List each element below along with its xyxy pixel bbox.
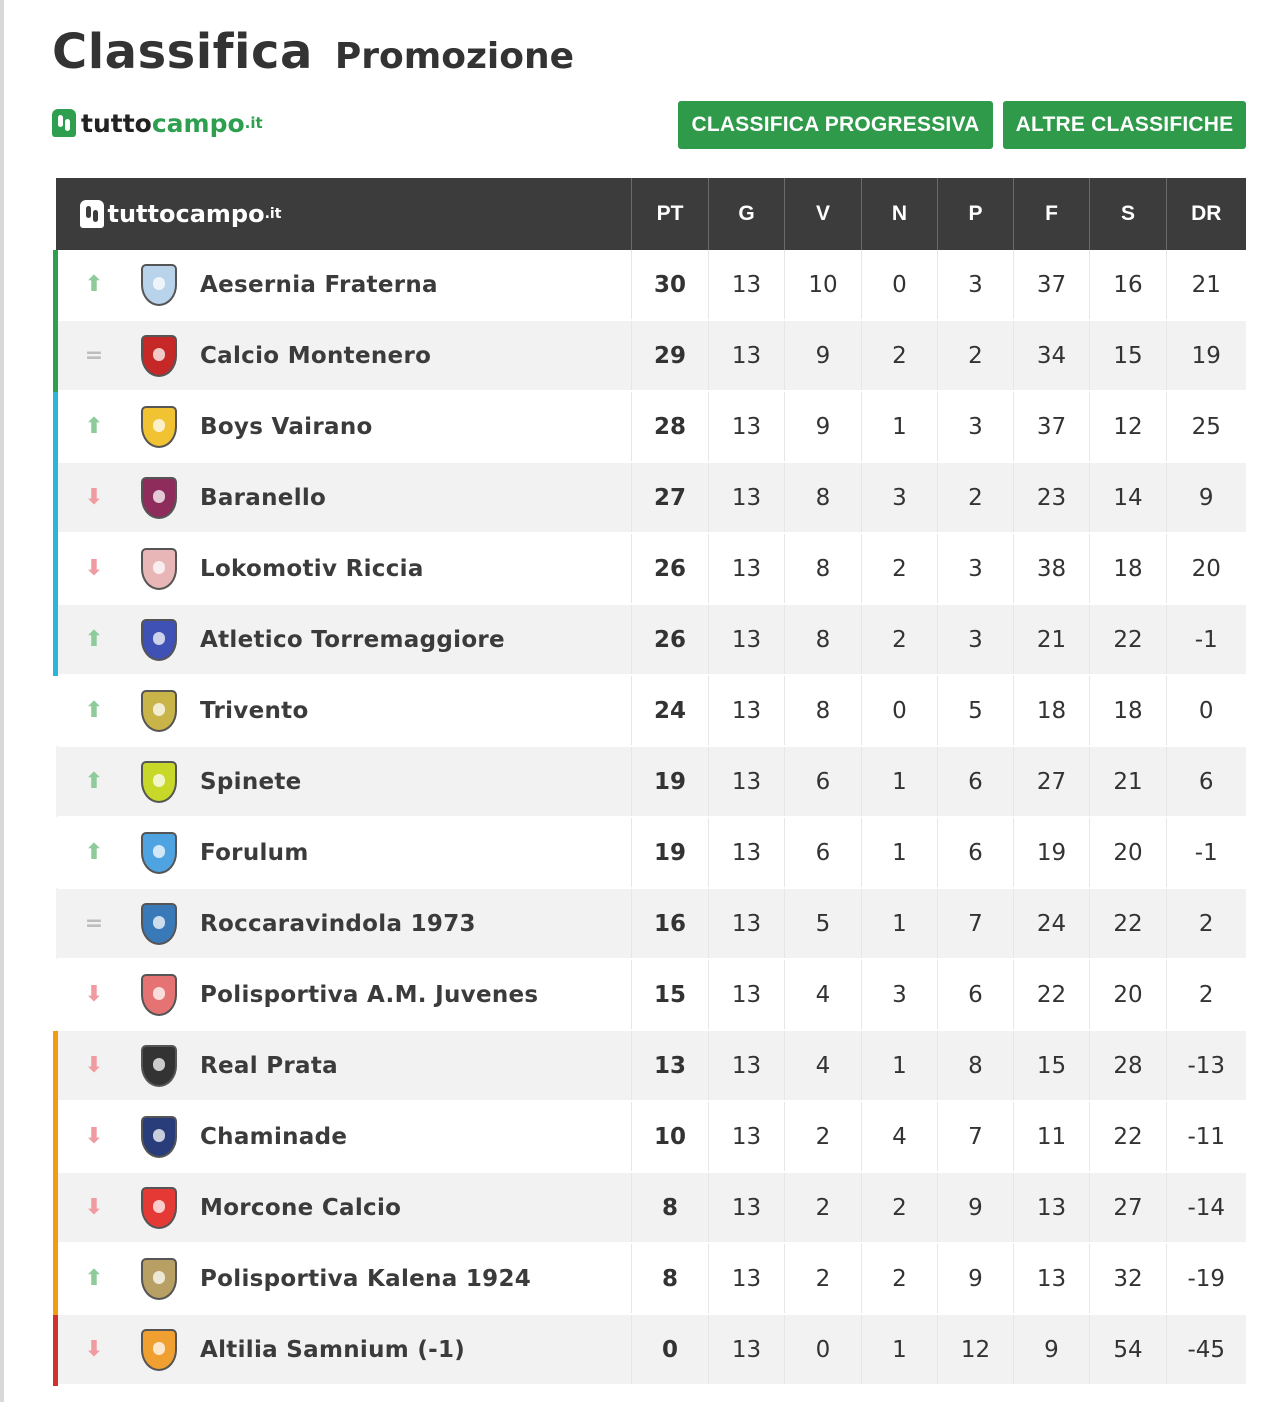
stat-pt: 10: [632, 1101, 709, 1172]
arrow-down-icon: ⬇: [84, 485, 104, 510]
stat-s: 14: [1090, 462, 1167, 533]
stat-dr: -1: [1167, 604, 1246, 675]
team-cell[interactable]: [56, 604, 632, 675]
team-cell[interactable]: [56, 462, 632, 533]
table-row[interactable]: [56, 1243, 1246, 1314]
stat-v: 8: [785, 533, 862, 604]
stat-pt: 26: [632, 533, 709, 604]
team-cell[interactable]: [56, 888, 632, 959]
team-crest-icon: [141, 903, 177, 945]
table-row[interactable]: [56, 604, 1246, 675]
header-brand-text: tuttocampo: [107, 200, 265, 228]
stat-f: 37: [1014, 250, 1090, 320]
table-row[interactable]: [56, 391, 1246, 462]
team-cell[interactable]: [56, 675, 632, 746]
stat-n: 1: [862, 1314, 938, 1385]
stat-f: 15: [1014, 1030, 1090, 1101]
stat-s: 18: [1090, 675, 1167, 746]
column-header-dr: DR: [1167, 178, 1246, 250]
stat-n: 1: [862, 1030, 938, 1101]
stat-v: 8: [785, 604, 862, 675]
stat-f: 18: [1014, 675, 1090, 746]
stat-f: 11: [1014, 1101, 1090, 1172]
table-row[interactable]: [56, 817, 1246, 888]
stat-dr: 2: [1167, 959, 1246, 1030]
stat-v: 2: [785, 1243, 862, 1314]
stat-g: 13: [709, 462, 785, 533]
logo-text-campo: campo: [151, 108, 245, 138]
stat-g: 13: [709, 391, 785, 462]
stat-g: 13: [709, 817, 785, 888]
team-cell[interactable]: [56, 746, 632, 817]
stat-pt: 24: [632, 675, 709, 746]
stat-dr: -14: [1167, 1172, 1246, 1243]
stat-s: 15: [1090, 320, 1167, 391]
team-crest-icon: [141, 406, 177, 448]
team-cell[interactable]: [56, 1314, 632, 1385]
stat-pt: 19: [632, 746, 709, 817]
team-name-link[interactable]: Trivento: [200, 697, 309, 724]
team-crest-icon: [141, 477, 177, 519]
standings-body: [56, 250, 1246, 1385]
table-row[interactable]: [56, 675, 1246, 746]
team-name-link[interactable]: Spinete: [200, 768, 302, 795]
team-crest-icon: [141, 1045, 177, 1087]
stat-f: 19: [1014, 817, 1090, 888]
stat-v: 0: [785, 1314, 862, 1385]
team-name-link[interactable]: Altilia Samnium (-1): [200, 1336, 466, 1363]
arrow-down-icon: ⬇: [84, 1195, 104, 1220]
classifica-progressiva-button[interactable]: CLASSIFICA PROGRESSIVA: [678, 101, 993, 149]
stat-f: 21: [1014, 604, 1090, 675]
stat-g: 13: [709, 320, 785, 391]
stat-v: 8: [785, 462, 862, 533]
stat-s: 54: [1090, 1314, 1167, 1385]
stat-n: 1: [862, 391, 938, 462]
stat-g: 13: [709, 1101, 785, 1172]
altre-classifiche-button[interactable]: ALTRE CLASSIFICHE: [1003, 101, 1246, 149]
stat-pt: 26: [632, 604, 709, 675]
table-row[interactable]: [56, 250, 1246, 320]
team-cell[interactable]: [56, 1243, 632, 1314]
stat-dr: 19: [1167, 320, 1246, 391]
stat-pt: 30: [632, 250, 709, 320]
arrow-up-icon: ⬆: [84, 1266, 104, 1291]
stat-v: 6: [785, 746, 862, 817]
team-crest-icon: [141, 1187, 177, 1229]
stat-f: 13: [1014, 1243, 1090, 1314]
team-name-link[interactable]: Baranello: [200, 484, 327, 511]
stat-dr: 0: [1167, 675, 1246, 746]
team-cell[interactable]: [56, 250, 632, 320]
stat-v: 2: [785, 1101, 862, 1172]
stat-dr: -11: [1167, 1101, 1246, 1172]
team-name-link[interactable]: Atletico Torremaggiore: [200, 626, 505, 653]
stat-n: 2: [862, 1243, 938, 1314]
stat-g: 13: [709, 675, 785, 746]
stat-g: 13: [709, 533, 785, 604]
page-left-border: [0, 0, 4, 1402]
stat-g: 13: [709, 250, 785, 320]
team-name-link[interactable]: Roccaravindola 1973: [200, 910, 476, 937]
team-name-link[interactable]: Boys Vairano: [200, 413, 373, 440]
table-row[interactable]: [56, 1172, 1246, 1243]
stat-p: 3: [938, 604, 1014, 675]
stat-s: 22: [1090, 888, 1167, 959]
stat-p: 6: [938, 959, 1014, 1030]
stat-v: 4: [785, 959, 862, 1030]
header-brand-cell: [56, 178, 632, 250]
arrow-down-icon: ⬇: [84, 1337, 104, 1362]
stat-g: 13: [709, 746, 785, 817]
team-crest-icon: [141, 1329, 177, 1371]
stat-g: 13: [709, 1243, 785, 1314]
stat-s: 21: [1090, 746, 1167, 817]
team-crest-icon: [141, 761, 177, 803]
team-name-link[interactable]: Aesernia Fraterna: [200, 271, 438, 298]
stat-dr: 20: [1167, 533, 1246, 604]
team-crest-icon: [141, 335, 177, 377]
stat-v: 9: [785, 320, 862, 391]
tuttocampo-logo-icon: [80, 200, 104, 228]
stat-p: 9: [938, 1243, 1014, 1314]
team-cell[interactable]: [56, 1030, 632, 1101]
stat-n: 1: [862, 746, 938, 817]
stat-p: 7: [938, 1101, 1014, 1172]
team-crest-icon: [141, 264, 177, 306]
stat-p: 5: [938, 675, 1014, 746]
page-header: [52, 24, 574, 80]
stat-s: 20: [1090, 817, 1167, 888]
stat-p: 9: [938, 1172, 1014, 1243]
column-header-n: N: [862, 178, 938, 250]
stat-pt: 8: [632, 1243, 709, 1314]
stat-dr: -19: [1167, 1243, 1246, 1314]
stat-f: 24: [1014, 888, 1090, 959]
stat-s: 20: [1090, 959, 1167, 1030]
stat-dr: 21: [1167, 250, 1246, 320]
arrow-down-icon: ⬇: [84, 982, 104, 1007]
stat-dr: 6: [1167, 746, 1246, 817]
stat-dr: 9: [1167, 462, 1246, 533]
table-row[interactable]: [56, 959, 1246, 1030]
tuttocampo-logo[interactable]: [52, 106, 263, 140]
stat-dr: -13: [1167, 1030, 1246, 1101]
team-crest-icon: [141, 974, 177, 1016]
arrow-up-icon: ⬆: [84, 840, 104, 865]
page-title: Classifica: [52, 24, 313, 80]
arrow-up-icon: ⬆: [84, 627, 104, 652]
stat-v: 9: [785, 391, 862, 462]
stat-n: 1: [862, 888, 938, 959]
stat-n: 4: [862, 1101, 938, 1172]
stat-pt: 8: [632, 1172, 709, 1243]
column-header-p: P: [938, 178, 1014, 250]
arrow-down-icon: ⬇: [84, 1053, 104, 1078]
column-header-g: G: [709, 178, 785, 250]
stat-p: 2: [938, 320, 1014, 391]
stat-f: 34: [1014, 320, 1090, 391]
stat-pt: 0: [632, 1314, 709, 1385]
stat-pt: 29: [632, 320, 709, 391]
team-crest-icon: [141, 690, 177, 732]
stat-n: 2: [862, 320, 938, 391]
stat-p: 6: [938, 817, 1014, 888]
table-row[interactable]: [56, 1030, 1246, 1101]
table-header-row: [56, 178, 1246, 250]
team-crest-icon: [141, 1116, 177, 1158]
team-crest-icon: [141, 832, 177, 874]
stat-pt: 19: [632, 817, 709, 888]
stat-n: 2: [862, 604, 938, 675]
stat-f: 23: [1014, 462, 1090, 533]
stat-g: 13: [709, 1030, 785, 1101]
stat-pt: 27: [632, 462, 709, 533]
stat-g: 13: [709, 1172, 785, 1243]
stat-n: 0: [862, 250, 938, 320]
arrow-down-icon: ⬇: [84, 556, 104, 581]
stat-dr: 25: [1167, 391, 1246, 462]
header-brand-suffix: .it: [264, 206, 282, 222]
stat-p: 7: [938, 888, 1014, 959]
standings-table: [53, 178, 1246, 1386]
arrow-up-icon: ⬆: [84, 414, 104, 439]
team-cell[interactable]: [56, 959, 632, 1030]
stat-g: 13: [709, 959, 785, 1030]
team-name-link[interactable]: Polisportiva Kalena 1924: [200, 1265, 532, 1292]
table-row[interactable]: [56, 1314, 1246, 1385]
team-cell[interactable]: [56, 533, 632, 604]
team-name-link[interactable]: Morcone Calcio: [200, 1194, 402, 1221]
stat-dr: 2: [1167, 888, 1246, 959]
stat-pt: 15: [632, 959, 709, 1030]
table-row[interactable]: [56, 533, 1246, 604]
stat-s: 28: [1090, 1030, 1167, 1101]
stat-s: 27: [1090, 1172, 1167, 1243]
logo-text-tutto: tutto: [81, 108, 152, 138]
table-row[interactable]: [56, 320, 1246, 391]
stat-s: 22: [1090, 604, 1167, 675]
stat-dr: -1: [1167, 817, 1246, 888]
stat-v: 8: [785, 675, 862, 746]
column-header-v: V: [785, 178, 862, 250]
stat-pt: 13: [632, 1030, 709, 1101]
stat-f: 22: [1014, 959, 1090, 1030]
stat-n: 0: [862, 675, 938, 746]
team-name-link[interactable]: Calcio Montenero: [200, 342, 432, 369]
arrow-down-icon: ⬇: [84, 1124, 104, 1149]
stat-p: 8: [938, 1030, 1014, 1101]
stat-f: 27: [1014, 746, 1090, 817]
stat-n: 2: [862, 533, 938, 604]
stat-dr: -45: [1167, 1314, 1246, 1385]
stat-p: 3: [938, 533, 1014, 604]
stat-p: 2: [938, 462, 1014, 533]
team-cell[interactable]: [56, 1172, 632, 1243]
stat-n: 1: [862, 817, 938, 888]
stat-n: 3: [862, 959, 938, 1030]
arrow-up-icon: ⬆: [84, 272, 104, 297]
stat-g: 13: [709, 604, 785, 675]
table-row[interactable]: [56, 462, 1246, 533]
team-cell[interactable]: [56, 391, 632, 462]
stat-v: 6: [785, 817, 862, 888]
stat-f: 9: [1014, 1314, 1090, 1385]
stat-p: 12: [938, 1314, 1014, 1385]
stat-p: 6: [938, 746, 1014, 817]
stat-s: 18: [1090, 533, 1167, 604]
stat-v: 4: [785, 1030, 862, 1101]
stat-p: 3: [938, 391, 1014, 462]
stat-f: 38: [1014, 533, 1090, 604]
arrow-up-icon: ⬆: [84, 698, 104, 723]
stat-v: 10: [785, 250, 862, 320]
stat-n: 2: [862, 1172, 938, 1243]
team-crest-icon: [141, 1258, 177, 1300]
stat-f: 13: [1014, 1172, 1090, 1243]
team-cell[interactable]: [56, 320, 632, 391]
stat-g: 13: [709, 888, 785, 959]
stat-p: 3: [938, 250, 1014, 320]
table-row[interactable]: [56, 746, 1246, 817]
stat-s: 22: [1090, 1101, 1167, 1172]
stat-pt: 28: [632, 391, 709, 462]
team-name-link[interactable]: Forulum: [200, 839, 309, 866]
arrow-up-icon: ⬆: [84, 769, 104, 794]
stat-s: 16: [1090, 250, 1167, 320]
tuttocampo-logo-icon: [52, 109, 76, 137]
stat-s: 32: [1090, 1243, 1167, 1314]
competition-name: Promozione: [334, 36, 575, 77]
team-cell[interactable]: [56, 817, 632, 888]
stat-v: 5: [785, 888, 862, 959]
team-cell[interactable]: [56, 1101, 632, 1172]
team-name-link[interactable]: Chaminade: [200, 1123, 348, 1150]
stat-g: 13: [709, 1314, 785, 1385]
column-header-f: F: [1014, 178, 1090, 250]
stat-v: 2: [785, 1172, 862, 1243]
team-crest-icon: [141, 548, 177, 590]
team-name-link[interactable]: Lokomotiv Riccia: [200, 555, 424, 582]
stat-n: 3: [862, 462, 938, 533]
team-name-link[interactable]: Real Prata: [200, 1052, 338, 1079]
team-crest-icon: [141, 619, 177, 661]
stat-pt: 16: [632, 888, 709, 959]
stat-f: 37: [1014, 391, 1090, 462]
table-row[interactable]: [56, 1101, 1246, 1172]
column-header-s: S: [1090, 178, 1167, 250]
column-header-pt: PT: [632, 178, 709, 250]
equal-icon: =: [84, 343, 104, 368]
table-row[interactable]: [56, 888, 1246, 959]
team-name-link[interactable]: Polisportiva A.M. Juvenes: [200, 981, 539, 1008]
equal-icon: =: [84, 911, 104, 936]
stat-s: 12: [1090, 391, 1167, 462]
logo-text-suffix: .it: [244, 114, 263, 132]
